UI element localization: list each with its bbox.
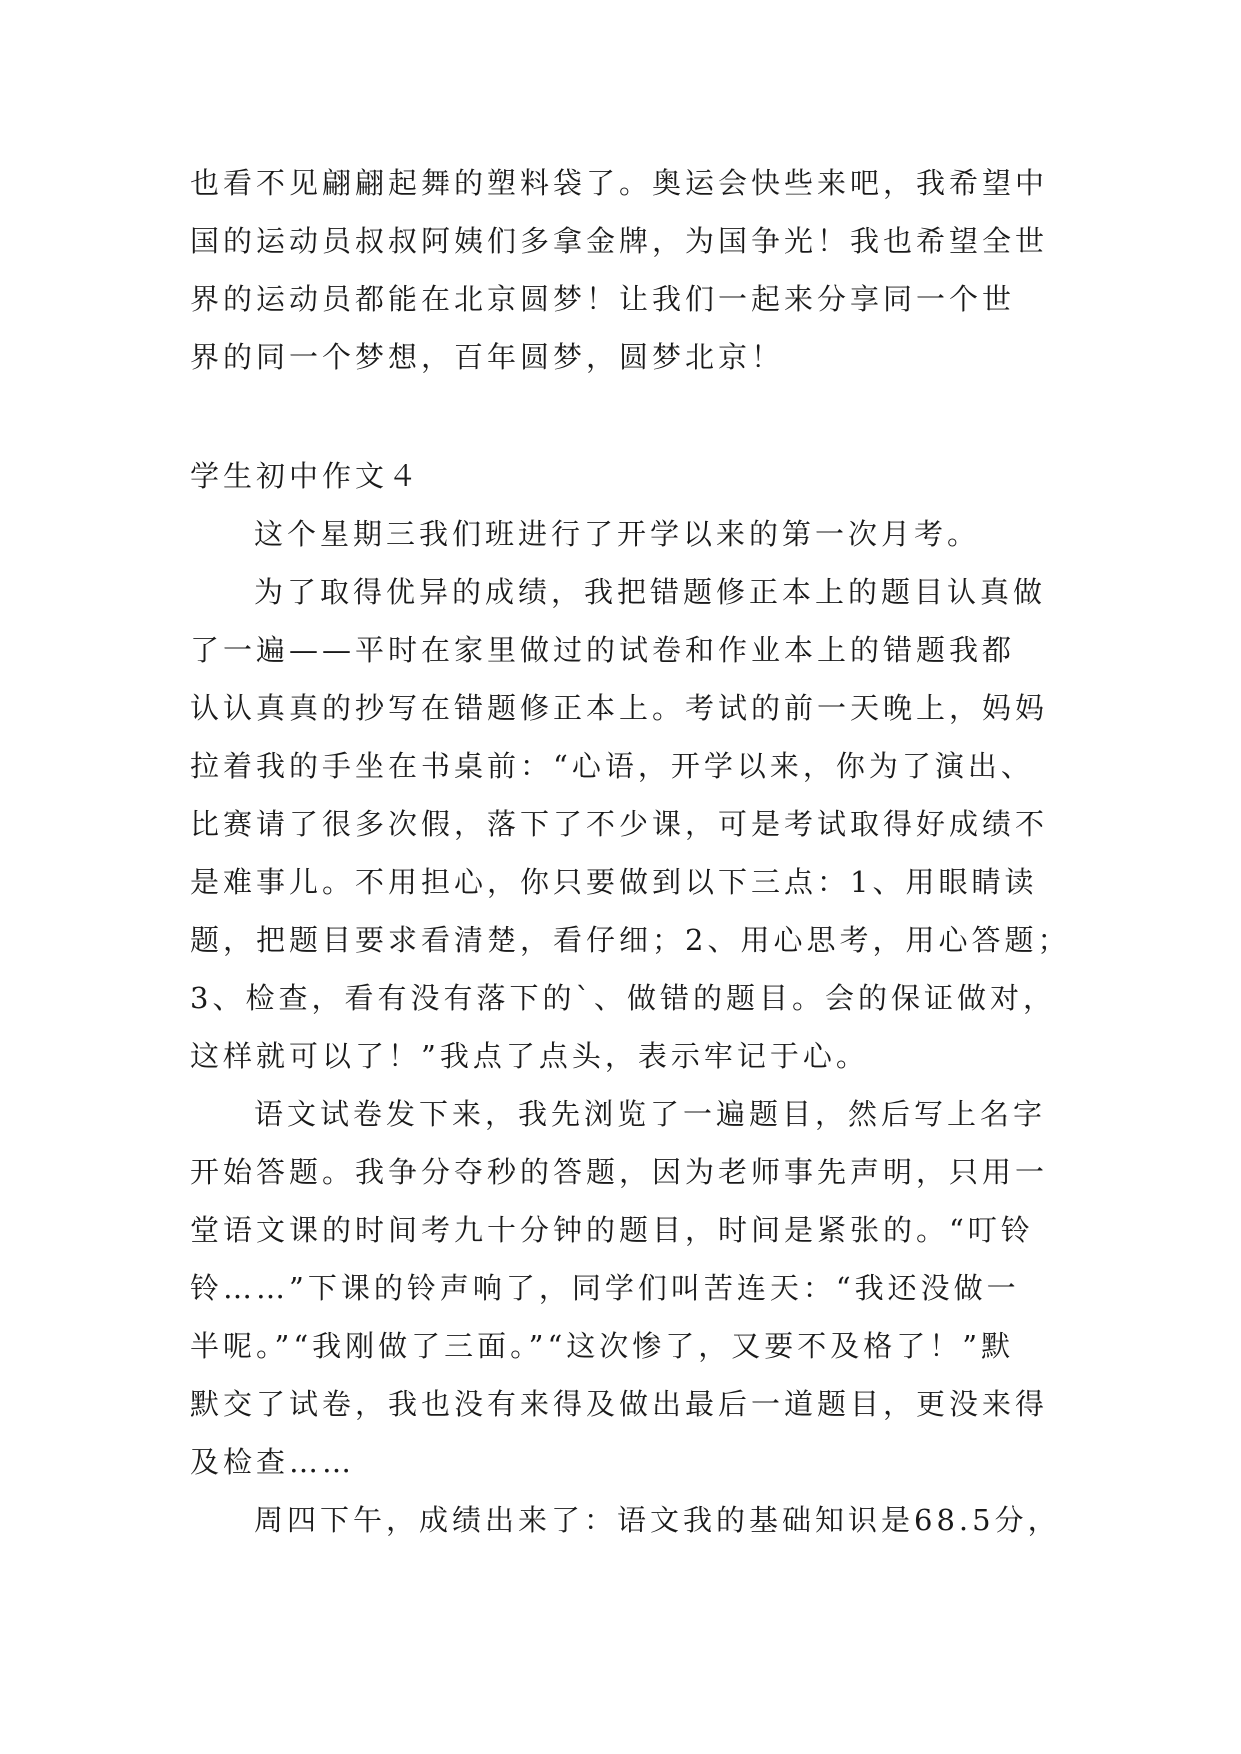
text-line: 3、检查，看有没有落下的`、做错的题目。会的保证做对， (190, 981, 1056, 1015)
text-line: 及检查…… (190, 1445, 356, 1479)
paragraph-first-line: 为了取得优异的成绩，我把错题修正本上的题目认真做 (254, 575, 1047, 609)
text-line: 界的同一个梦想，百年圆梦，圆梦北京！ (190, 340, 785, 374)
essay-body (190, 505, 1071, 1549)
text-line: 拉着我的手坐在书桌前：“心语，开学以来，你为了演出、 (190, 749, 1034, 783)
text-line: 铃……”下课的铃声响了，同学们叫苦连天：“我还没做一 (190, 1271, 1020, 1305)
text-line: 国的运动员叔叔阿姨们多拿金牌，为国争光！我也希望全世 (190, 224, 1049, 258)
paragraph-first-line: 这个星期三我们班进行了开学以来的第一次月考。 (254, 517, 981, 551)
text-line: 半呢。”“我刚做了三面。”“这次惨了，又要不及格了！”默 (190, 1329, 1015, 1363)
section-title: 学生初中作文４ (190, 459, 422, 493)
text-line: 这样就可以了！”我点了点头，表示牢记于心。 (190, 1039, 869, 1073)
intro-paragraph (190, 154, 1060, 386)
text-line: 比赛请了很多次假，落下了不少课，可是考试取得好成绩不 (190, 807, 1049, 841)
text-line: 堂语文课的时间考九十分钟的题目，时间是紧张的。“叮铃 (190, 1213, 1034, 1247)
text-line: 开始答题。我争分夺秒的答题，因为老师事先声明，只用一 (190, 1155, 1049, 1189)
text-line: 界的运动员都能在北京圆梦！让我们一起来分享同一个世 (190, 282, 1016, 316)
text-line: 认认真真的抄写在错题修正本上。考试的前一天晚上，妈妈 (190, 691, 1049, 725)
text-line: 默交了试卷，我也没有来得及做出最后一道题目，更没来得 (190, 1387, 1049, 1421)
text-line: 也看不见翩翩起舞的塑料袋了。奥运会快些来吧，我希望中 (190, 166, 1049, 200)
paragraph-first-line: 语文试卷发下来，我先浏览了一遍题目，然后写上名字 (254, 1097, 1047, 1131)
paragraph-first-line: 周四下午，成绩出来了：语文我的基础知识是68.5分， (254, 1503, 1061, 1537)
text-line: 是难事儿。不用担心，你只要做到以下三点：1、用眼睛读 (190, 865, 1038, 899)
text-line: 了一遍——平时在家里做过的试卷和作业本上的错题我都 (190, 633, 1016, 667)
text-line: 题，把题目要求看清楚，看仔细；2、用心思考，用心答题； (190, 923, 1071, 957)
